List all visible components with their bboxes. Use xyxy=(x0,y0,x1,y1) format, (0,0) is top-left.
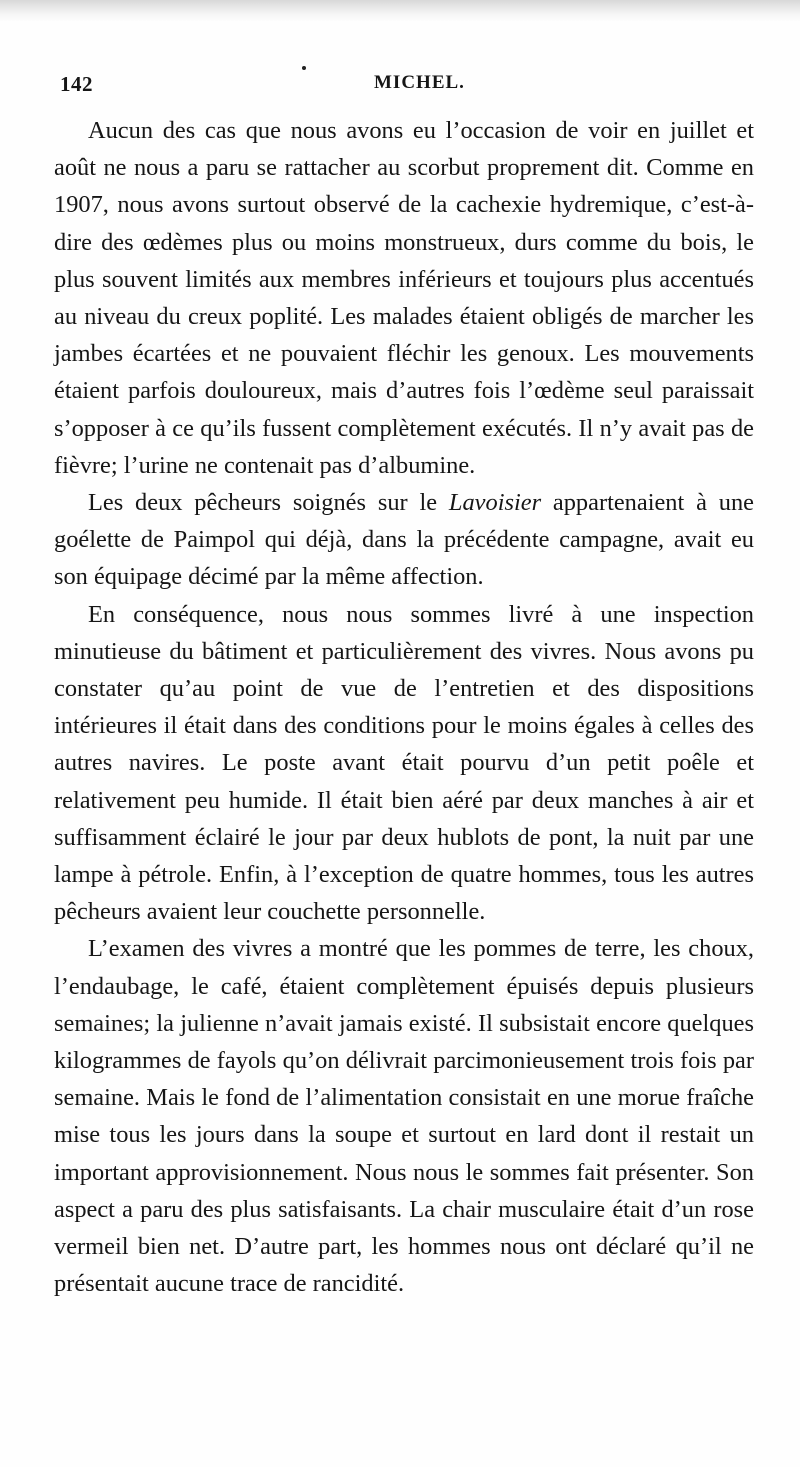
ink-speck xyxy=(302,66,306,70)
ship-name: Lavoisier xyxy=(448,489,542,517)
page-header xyxy=(60,72,750,104)
paragraph-1: Aucun des cas que nous avons eu l’occasion de voir en juillet et août ne nous a paru se rattacher au scorbut proprement dit. Comme en 1907, nous avons surtout observé de la cachexie hydremique, c’est-à-dire des œdèmes plus ou moins monstrueux, durs comme du bois, le plus souvent limités aux membres inférieurs et toujours plus accentués au niveau du creux poplité. Les malades étaient obligés de marcher les jambes écartées et ne pouvaient fléchir les genoux. Les mouvements étaient parfois douloureux, mais d’autres fois l’œdème seul paraissait s’opposer à ce qu’ils fussent complètement exécutés. Il n’y avait pas de fièvre; l’urine ne contenait pas d’albumine. xyxy=(54,117,754,479)
scan-shadow xyxy=(0,0,800,22)
page-number: 142 xyxy=(60,72,93,96)
paragraph-2-after: appartenaient à une goélette de Paimpol qui déjà, dans la précédente campagne, avait eu son équipage décimé par la même affection. xyxy=(54,489,754,591)
paragraph-2-before: Les deux pêcheurs soignés sur le xyxy=(88,489,449,517)
paragraph-2 xyxy=(54,484,754,596)
paragraph-4: L’examen des vivres a montré que les pommes de terre, les choux, l’endaubage, le café, étaient complètement épuisés depuis plusieurs semaines; la julienne n’avait jamais existé. Il subsistait encore quelques kilogrammes de fayols qu’on délivrait parcimonieusement trois fois par semaine. Mais le fond de l’alimentation consistait en une morue fraîche mise tous les jours dans la soupe et surtout en lard dont il restait un important approvisionnement. Nous nous le sommes fait présenter. Son aspect a paru des plus satisfaisants. La chair musculaire était d’un rose vermeil bien net. D’autre part, les hommes nous ont déclaré qu’il ne présentait aucune trace de rancidité. xyxy=(54,935,754,1298)
running-head: MICHEL. xyxy=(374,72,465,93)
body-text xyxy=(54,112,754,1303)
paragraph-3: En conséquence, nous nous sommes livré à une inspection minutieuse du bâtiment et particulièrement des vivres. Nous avons pu constater qu’au point de vue de l’entretien et des dispositions intérieures il était dans des conditions pour le moins égales à celles des autres navires. Le poste avant était pourvu d’un petit poêle et relativement peu humide. Il était bien aéré par deux manches à air et suffisamment éclairé le jour par deux hublots de pont, la nuit par une lampe à pétrole. Enfin, à l’exception de quatre hommes, tous les autres pêcheurs avaient leur couchette personnelle. xyxy=(54,600,754,926)
